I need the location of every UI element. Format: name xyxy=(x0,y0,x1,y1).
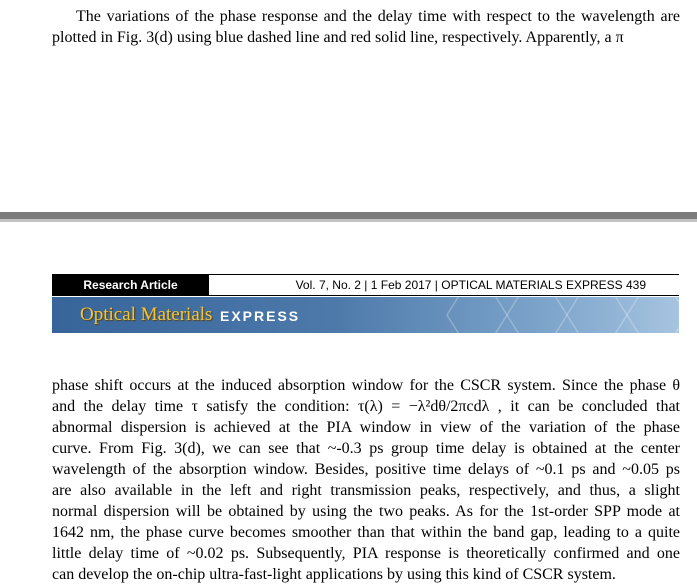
text-line: phase shift occurs at the induced absorption window for the CSCR system. Since the phase θ xyxy=(52,377,680,394)
journal-info: Vol. 7, No. 2 | 1 Feb 2017 | OPTICAL MATERIALS EXPRESS 439 xyxy=(295,278,646,292)
page-break-divider xyxy=(0,212,697,219)
text-line: wavelength of the absorption window. Besides, positive time delays of ~0.1 ps and ~0.05 ps xyxy=(52,461,680,478)
text-line: 1642 nm, the phase curve becomes smoother than that within the band gap, leading to a quite xyxy=(52,524,680,541)
text-line: curve. From Fig. 3(d), we can see that ~-0.3 ps group time delay is obtained at the center xyxy=(52,440,680,457)
top-paragraph xyxy=(52,6,680,48)
text-line: normal dispersion will be obtained by using the two peaks. As for the 1st-order SPP mode at xyxy=(52,503,680,520)
text-line: and the delay time τ satisfy the condition: τ(λ) = −λ²dθ/2πcdλ , it can be concluded that xyxy=(52,398,680,415)
journal-header xyxy=(52,274,679,296)
text-line: can develop the on-chip ultra-fast-light applications by using this kind of CSCR system. xyxy=(52,566,616,583)
text-line: The variations of the phase response and the delay time with respect to the wavelength are xyxy=(76,8,680,25)
journal-banner xyxy=(52,297,679,333)
section-label: Research Article xyxy=(52,274,209,296)
text-line: abnormal dispersion is achieved at the PIA window in view of the variation of the phase xyxy=(52,419,680,436)
body-paragraph xyxy=(52,375,680,585)
logo-express: EXPRESS xyxy=(220,308,301,324)
logo-optical-materials: Optical Materials xyxy=(80,304,213,325)
text-line: little delay time of ~0.02 ps. Subsequently, PIA response is theoretically confirmed and one xyxy=(52,545,680,562)
text-line: are also available in the left and right transmission peaks, respectively, and thus, a slight xyxy=(52,482,680,499)
text-line: plotted in Fig. 3(d) using blue dashed line and red solid line, respectively. Apparently, a π xyxy=(52,29,624,46)
page-break-divider-shadow xyxy=(0,219,697,222)
